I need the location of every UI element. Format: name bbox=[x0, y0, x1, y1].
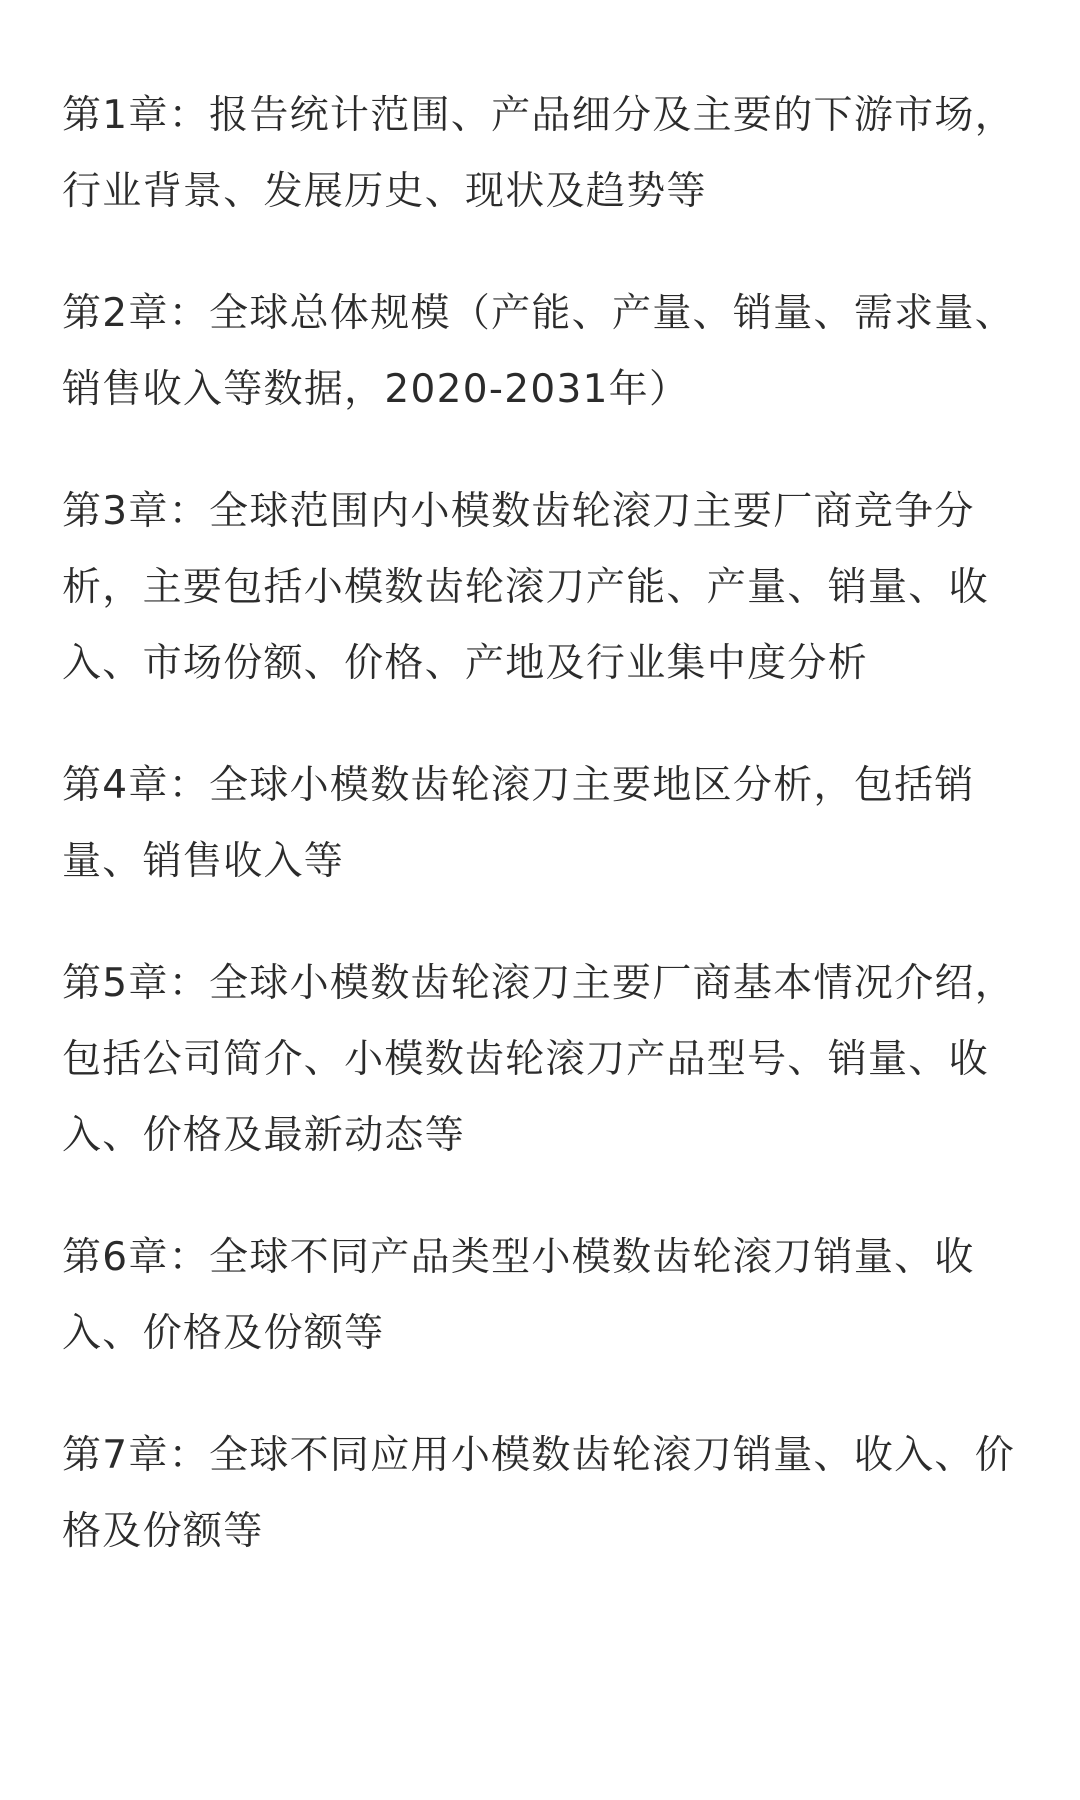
chapter-3-text: 第3章：全球范围内小模数齿轮滚刀主要厂商竞争分析，主要包括小模数齿轮滚刀产能、产量、销量、收入、市场份额、价格、产地及行业集中度分析 bbox=[62, 489, 989, 686]
chapter-4-text: 第4章：全球小模数齿轮滚刀主要地区分析，包括销量、销售收入等 bbox=[62, 763, 975, 884]
chapter-6-text: 第6章：全球不同产品类型小模数齿轮滚刀销量、收入、价格及份额等 bbox=[62, 1235, 975, 1356]
chapter-1-text: 第1章：报告统计范围、产品细分及主要的下游市场，行业背景、发展历史、现状及趋势等 bbox=[62, 93, 1016, 214]
chapter-7-text: 第7章：全球不同应用小模数齿轮滚刀销量、收入、价格及份额等 bbox=[62, 1433, 1016, 1554]
chapter-5-text: 第5章：全球小模数齿轮滚刀主要厂商基本情况介绍，包括公司简介、小模数齿轮滚刀产品型号、销量、收入、价格及最新动态等 bbox=[62, 961, 1016, 1158]
chapter-list bbox=[62, 78, 1032, 1616]
chapter-2-text: 第2章：全球总体规模（产能、产量、销量、需求量、销售收入等数据，2020-2031年） bbox=[62, 291, 1016, 412]
